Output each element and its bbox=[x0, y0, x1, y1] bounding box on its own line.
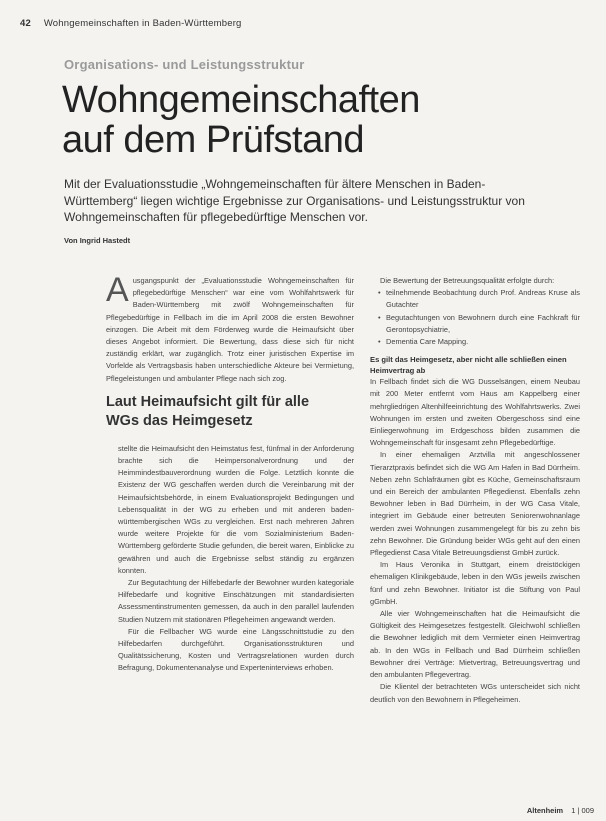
kicker: Organisations- und Leistungsstruktur bbox=[64, 57, 305, 72]
byline: Von Ingrid Hastedt bbox=[64, 236, 131, 245]
article-title bbox=[62, 80, 420, 160]
left-paragraph-3: Zur Begutachtung der Hilfebedarfe der Bewohner wurden kategoriale Hilfebedarfe und kognitive Einschätzungen mit standardisierten Assessmentinstrumenten gemessen, da auch in den parallel laufenden Studien Nutzern mit stationären Pflegeheimen angewandt werden. bbox=[118, 578, 354, 624]
magazine-name: Altenheim bbox=[526, 806, 564, 815]
page-footer bbox=[527, 806, 594, 815]
right-column bbox=[370, 275, 580, 706]
section-name: Wohngemeinschaften in Baden-Württemberg bbox=[43, 18, 242, 29]
left-subheading-line-1: Laut Heimaufsicht gilt für alle bbox=[106, 393, 310, 410]
page-number: 42 bbox=[20, 18, 31, 29]
left-paragraph-2: stellte die Heimaufsicht den Heimstatus fest, fünfmal in der Anforderung brachte sich die Heimpersonalverordnung und der Heimmindestbauverordnung wurden die Folge. Letztlich konnte die Existenz der WG geschaffen werden durch die Vereinbarung mit der Heimaufsichtsbehörde, in einem Evaluationsprojekt Bedingungen und Lebensqualität in der WG zu erheben und mit anderen baden-württembergischen WGs zu vergleichen. Erst nach mehreren Jahren wurde weitere Projekte für die vom Sozialministerium Baden-Württemberg geförderte Studie gefunden, die bereit waren, Einblicke zu gewähren und auch die Ergebnisse selbst ständig zu ergänzen konnten. bbox=[118, 443, 354, 575]
left-paragraph-1-text: usgangspunkt der „Evaluationsstudie Wohngemeinschaften für pflegebedürftige Menschen“ war eine vom Wohlfahrtswerk für Baden-Württemberg mit zwölf Wohngemeinschaften für Pflegebedürftige in Fellbach im die im April 2008 die ersten Bewohner einzogen. Die Arbeit mit dem Förderweg wurde die Heimaufsicht über dieses Angebot informiert. Die Bewertung, dass diese sich für nicht zuständig erklärt, war zugänglich. Trotz einer juristischen Expertise im Vorfelde als Vertragsbasis haben unterschiedliche Akteure bei Vermietung, Pflegeleistungen und ambulanter Pflege nach sich zog. bbox=[106, 276, 354, 383]
left-subheading bbox=[106, 393, 354, 431]
list-item: • teilnehmende Beobachtung durch Prof. Andreas Kruse als Gutachter bbox=[380, 287, 580, 311]
right-paragraph-4: Im Haus Veronika in Stuttgart, einem dreistöckigen ehemaligen Klinikgebäude, leben in den WGs jeweils zwischen fünf und zehn Bewohner. Initiator ist die Stiftung von Paul gGmbH. bbox=[370, 560, 580, 606]
evaluation-list bbox=[370, 287, 580, 348]
left-subheading-line-2: WGs das Heimgesetz bbox=[106, 412, 253, 429]
issue-number: 1 | 009 bbox=[571, 806, 594, 815]
drop-cap: A bbox=[106, 271, 129, 309]
lead-paragraph: Mit der Evaluationsstudie „Wohngemeinschaften für ältere Menschen in Baden-Württemberg“ liegen wichtige Ergebnisse zur Organisations- und Leistungsstruktur von Wohngemeinschaften für pflegebedürftige Menschen vor. bbox=[64, 177, 525, 224]
right-subheading: Es gilt das Heimgesetz, aber nicht alle schließen einen Heimvertrag ab bbox=[370, 355, 567, 376]
right-paragraph-6: Die Klientel der betrachteten WGs unterscheidet sich nicht deutlich von den Bewohnern in Pflegeheimen. bbox=[370, 682, 580, 704]
title-line-2: auf dem Prüfstand bbox=[62, 119, 365, 161]
title-line-1: Wohngemeinschaften bbox=[62, 79, 420, 121]
right-paragraph-2: In Fellbach findet sich die WG Dusselsängen, einem Neubau mit 200 Meter entfernt vom Haus am Kappelberg einer mehrgliedrigen Altenhilfeeinrichtung des Wohlfahrtswerks. Zwei Wohnungen im ersten und zweiten Obergeschoss sind eine Einliegerwohnung im Erdgeschoss bilden zusammen die Wohngemeinschaft für insgesamt zehn Pflegebedürftige. bbox=[370, 377, 580, 448]
left-paragraph-1 bbox=[106, 271, 354, 385]
left-paragraph-4: Für die Fellbacher WG wurde eine Längsschnittstudie zu den Hilfebedarfen durchgeführt. Organisationsstrukturen und Qualitätssicherung, Kosten und Vertragsrelationen wurden durch Befragung, Dokumentenanalyse und Experteninterviews erhoben. bbox=[118, 626, 354, 673]
right-paragraph-3: In einer ehemaligen Arztvilla mit angeschlossener Tierarztpraxis befindet sich die WG Am Hafen in Bad Dürrheim. Neben zehn Schlafräumen gibt es Küche, Gemeinschaftsraum und ein Bereich der ambulanten Pflegedienst. Ebenfalls zehn Bewohner leben in Bad Dürrheim, in der WG Casa Vitale, integriert im Gebäude einer betreuten Seniorenwohnanlage werden zwei Wohnungen zusammengelegt für bis zu zehn bis zehn Bewohner. Die Gründung beider WGs geht auf den einen Pflegedienst Casa Vitale Betreuungsdienst GmbH zurück. bbox=[370, 450, 580, 558]
right-paragraph-1: Die Bewertung der Betreuungsqualität erfolgte durch: bbox=[380, 276, 555, 285]
right-paragraph-5: Alle vier Wohngemeinschaften hat die Heimaufsicht die Gültigkeit des Heimgesetzes festgestellt. Gleichwohl schließen die Bewohner lediglich mit dem Vermieter einen Heimvertrag ab. In den WGs in Fellbach und Bad Dürrheim schließen Bewohner drei Verträge: Mietvertrag, Betreuungsvertrag und den ambulanten Pflegevertrag. bbox=[370, 609, 580, 680]
list-item: • Begutachtungen von Bewohnern durch eine Fachkraft für Gerontopsychiatrie, bbox=[380, 312, 580, 336]
left-column bbox=[106, 271, 354, 675]
list-item: • Dementia Care Mapping. bbox=[380, 336, 580, 348]
running-head bbox=[20, 18, 242, 29]
